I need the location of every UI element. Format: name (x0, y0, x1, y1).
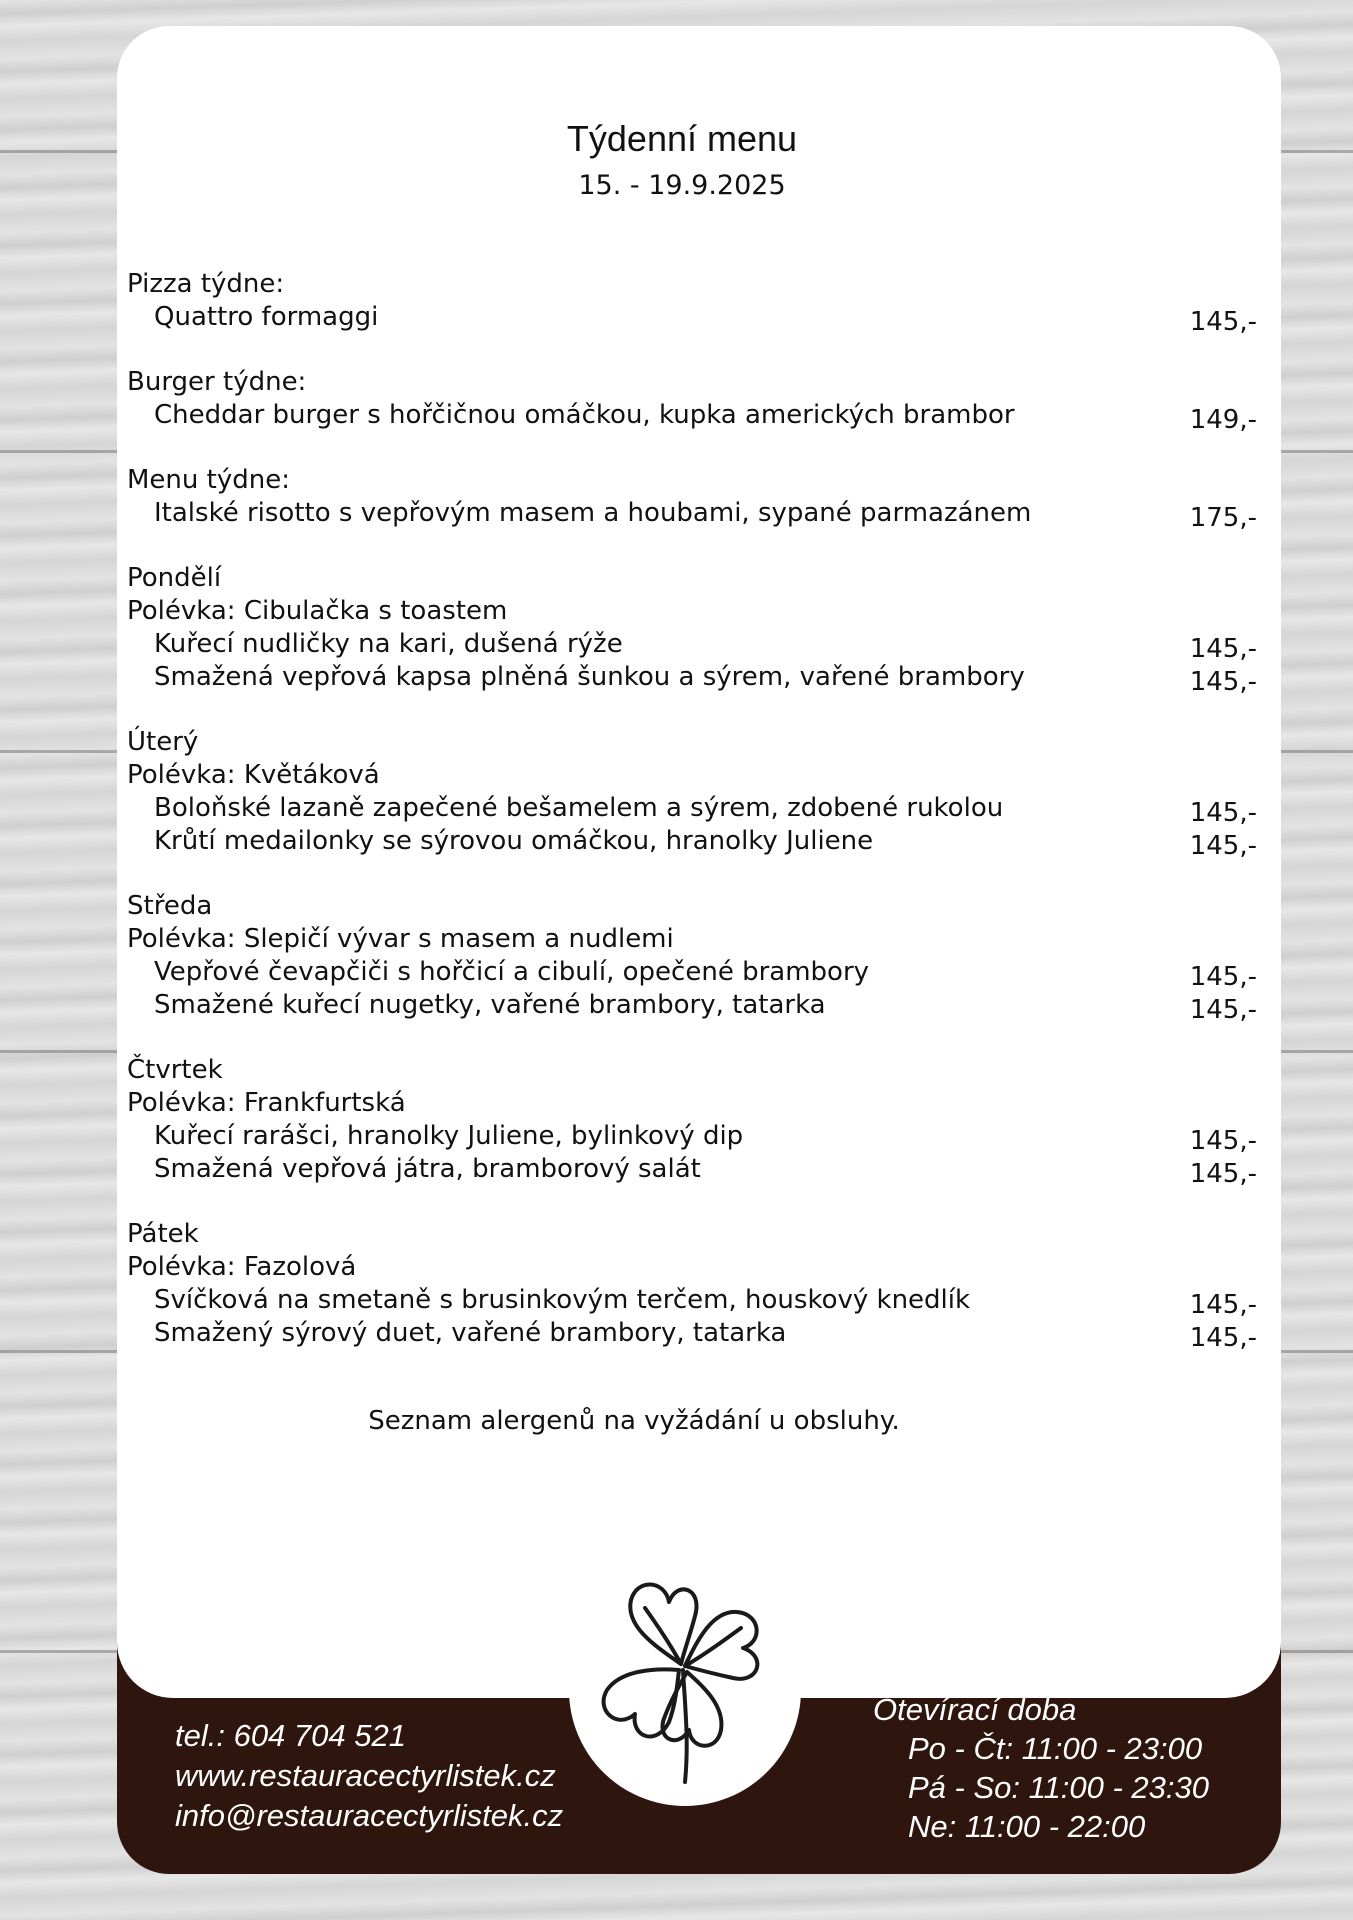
contact-info (175, 1716, 563, 1836)
special-label: Burger týdne: (127, 367, 307, 397)
dish-name: Smažené kuřecí nugetky, vařené brambory, tatarka (154, 990, 826, 1020)
soup: Polévka: Cibulačka s toastem (127, 596, 508, 626)
dish-name: Quattro formaggi (154, 302, 379, 332)
website-link[interactable]: www.restauracectyrlistek.cz (175, 1758, 556, 1793)
dish-price: 145,- (1189, 798, 1257, 828)
clover-logo-icon (585, 1566, 785, 1796)
soup: Polévka: Frankfurtská (127, 1088, 406, 1118)
hours-row: Pá - So: 11:00 - 23:30 (908, 1770, 1210, 1805)
day-name: Středa (127, 891, 213, 921)
menu-list (127, 268, 1267, 1382)
dish-row (127, 1153, 1267, 1189)
phone: tel.: 604 704 521 (175, 1718, 406, 1753)
dish-row (127, 792, 1267, 828)
soup: Polévka: Květáková (127, 760, 380, 790)
dish-row (127, 1120, 1267, 1156)
day-name: Pondělí (127, 563, 222, 593)
dish-name: Krůtí medailonky se sýrovou omáčkou, hranolky Juliene (154, 826, 874, 856)
dish-row (127, 497, 1267, 533)
page-title: Týdenní menu (566, 118, 798, 159)
dish-price: 145,- (1189, 1323, 1257, 1353)
dish-row (127, 989, 1267, 1025)
dish-name: Kuřecí nudličky na kari, dušená rýže (154, 629, 623, 659)
dish-price: 145,- (1189, 1126, 1257, 1156)
day-tuesday (127, 726, 1267, 861)
date-range: 15. - 19.9.2025 (578, 170, 786, 201)
day-wednesday (127, 890, 1267, 1025)
allergens-note: Seznam alergenů na vyžádání u obsluhy. (368, 1406, 900, 1436)
soup: Polévka: Slepičí vývar s masem a nudlemi (127, 924, 674, 954)
day-thursday (127, 1054, 1267, 1189)
dish-name: Kuřecí rarášci, hranolky Juliene, bylinkový dip (154, 1121, 744, 1151)
day-name: Úterý (127, 727, 199, 757)
dish-price: 175,- (1189, 503, 1257, 533)
opening-hours-title: Otevírací doba (873, 1692, 1077, 1727)
hours-row: Ne: 11:00 - 22:00 (908, 1809, 1146, 1844)
dish-row (127, 399, 1267, 435)
dish-row (127, 628, 1267, 664)
dish-price: 145,- (1189, 1290, 1257, 1320)
special-burger (127, 366, 1267, 435)
opening-hours (873, 1690, 1209, 1846)
dish-name: Smažený sýrový duet, vařené brambory, tatarka (154, 1318, 787, 1348)
dish-price: 149,- (1189, 405, 1257, 435)
dish-row (127, 661, 1267, 697)
day-name: Pátek (127, 1219, 199, 1249)
hours-row: Po - Čt: 11:00 - 23:00 (908, 1731, 1203, 1766)
dish-name: Svíčková na smetaně s brusinkovým terčem, houskový knedlík (154, 1285, 971, 1315)
day-name: Čtvrtek (127, 1055, 223, 1085)
dish-price: 145,- (1189, 307, 1257, 337)
special-label: Pizza týdne: (127, 269, 285, 299)
dish-price: 145,- (1189, 1159, 1257, 1189)
special-menu (127, 464, 1267, 533)
special-pizza (127, 268, 1267, 337)
email-link[interactable]: info@restauracectyrlistek.cz (175, 1798, 564, 1833)
dish-price: 145,- (1189, 962, 1257, 992)
dish-name: Smažená vepřová kapsa plněná šunkou a sýrem, vařené brambory (154, 662, 1025, 692)
dish-price: 145,- (1189, 667, 1257, 697)
dish-row (127, 301, 1267, 337)
dish-row (127, 1284, 1267, 1320)
dish-name: Vepřové čevapčiči s hořčicí a cibulí, opečené brambory (154, 957, 870, 987)
dish-name: Boloňské lazaně zapečené bešamelem a sýrem, zdobené rukolou (154, 793, 1004, 823)
dish-price: 145,- (1189, 634, 1257, 664)
day-monday (127, 562, 1267, 697)
dish-row (127, 1317, 1267, 1353)
menu-card (117, 26, 1281, 1874)
dish-price: 145,- (1189, 831, 1257, 861)
dish-price: 145,- (1189, 995, 1257, 1025)
dish-row (127, 825, 1267, 861)
soup: Polévka: Fazolová (127, 1252, 357, 1282)
day-friday (127, 1218, 1267, 1353)
dish-name: Smažená vepřová játra, bramborový salát (154, 1154, 701, 1184)
dish-name: Cheddar burger s hořčičnou omáčkou, kupka amerických brambor (154, 400, 1015, 430)
dish-row (127, 956, 1267, 992)
special-label: Menu týdne: (127, 465, 290, 495)
dish-name: Italské risotto s vepřovým masem a houbami, sypané parmazánem (154, 498, 1032, 528)
